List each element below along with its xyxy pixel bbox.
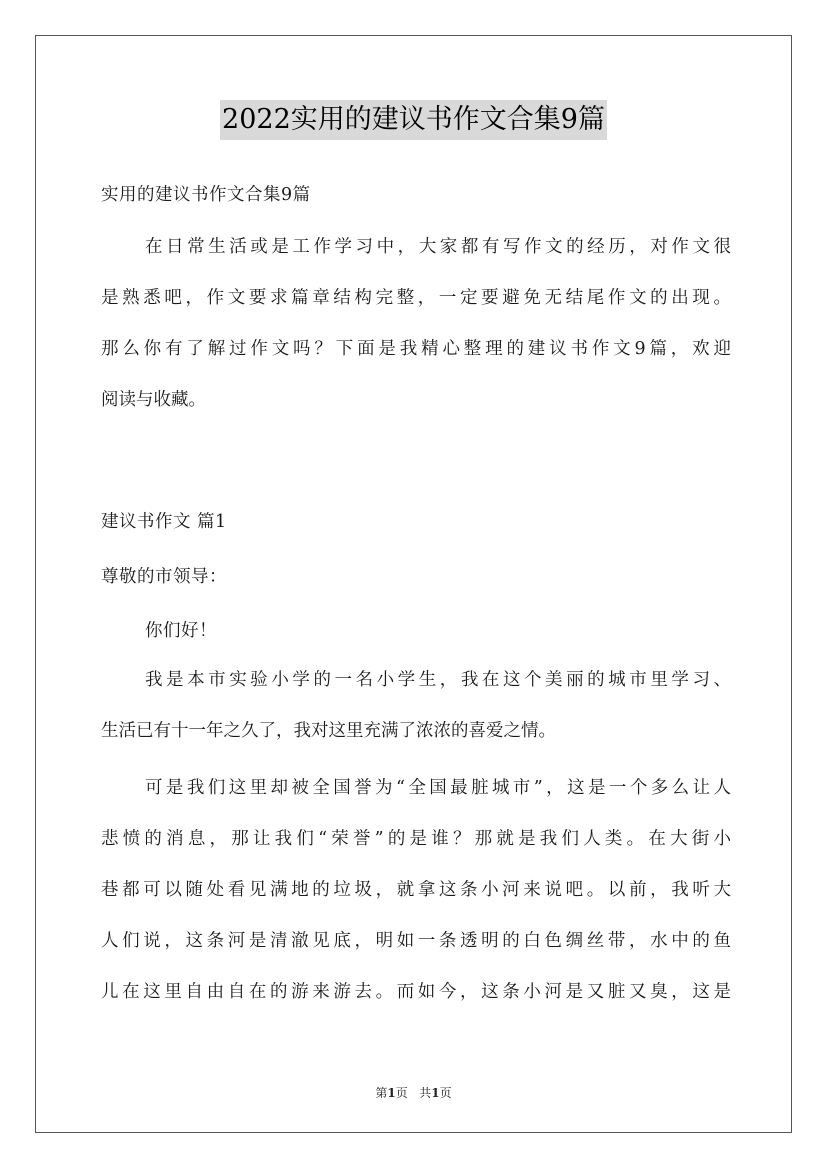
intro-line: 那么你有了解过作文吗？下面是我精心整理的建议书作文9篇，欢迎 <box>101 339 731 359</box>
page-footer <box>0 1084 827 1101</box>
intro-line: 在日常生活或是工作学习中，大家都有写作文的经历，对作文很 <box>145 237 731 257</box>
greeting: 你们好！ <box>145 621 217 641</box>
intro-line: 阅读与收藏。 <box>101 390 206 410</box>
section-heading: 建议书作文 篇1 <box>101 512 227 532</box>
body-line: 悲愤的消息，那让我们“荣誉”的是谁？那就是我们人类。在大街小 <box>101 829 731 849</box>
page-total: 1 <box>431 1086 440 1100</box>
page-label-prefix: 第 <box>375 1086 388 1100</box>
body-line: 儿在这里自由自在的游来游去。而如今，这条小河是又脏又臭，这是 <box>101 982 731 1002</box>
body-paragraph-1 <box>101 655 731 757</box>
body-line: 人们说，这条河是清澈见底，明如一条透明的白色绸丝带，水中的鱼 <box>101 931 731 951</box>
title-container <box>0 100 827 140</box>
document-title: 2022实用的建议书作文合集9篇 <box>220 100 607 140</box>
body-line: 可是我们这里却被全国誉为“全国最脏城市”，这是一个多么让人 <box>145 778 731 798</box>
salutation: 尊敬的市领导： <box>101 567 227 587</box>
body-line: 生活已有十一年之久了，我对这里充满了浓浓的喜爱之情。 <box>101 721 556 741</box>
total-label-prefix: 共 <box>419 1086 432 1100</box>
intro-line: 是熟悉吧，作文要求篇章结构完整，一定要避免无结尾作文的出现。 <box>101 288 731 308</box>
intro-paragraph <box>101 222 731 426</box>
total-label-suffix: 页 <box>439 1086 452 1100</box>
page-label-mid: 页 <box>395 1086 408 1100</box>
body-paragraph-2 <box>101 763 731 1018</box>
document-subtitle: 实用的建议书作文合集9篇 <box>101 185 311 205</box>
body-line: 我是本市实验小学的一名小学生，我在这个美丽的城市里学习、 <box>145 670 731 690</box>
page-current: 1 <box>387 1086 396 1100</box>
body-line: 巷都可以随处看见满地的垃圾，就拿这条小河来说吧。以前，我听大 <box>101 880 731 900</box>
